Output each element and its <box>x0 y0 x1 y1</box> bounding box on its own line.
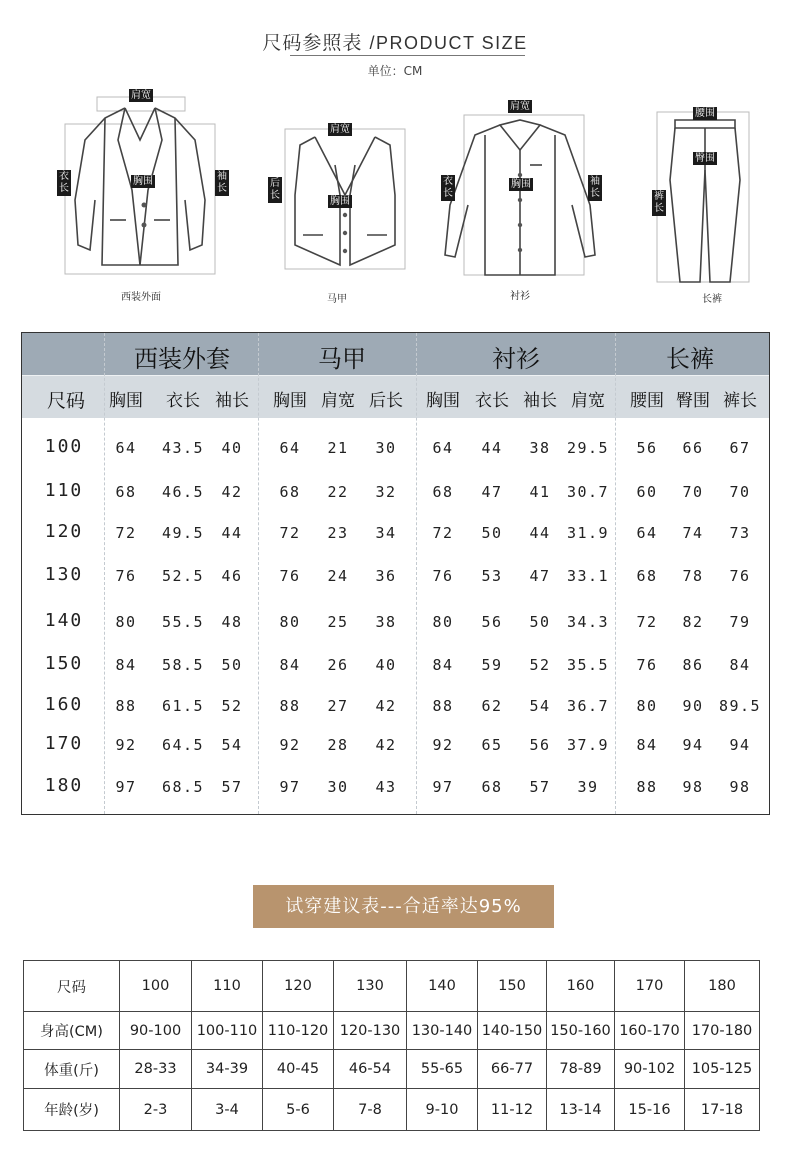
fit-cell: 170 <box>615 961 685 1012</box>
column-header: 衣长 <box>475 391 509 411</box>
measurement-cell: 54 <box>221 736 243 754</box>
fit-cell: 40-45 <box>263 1050 334 1089</box>
measurement-cell: 65 <box>481 736 503 754</box>
measurement-cell: 64.5 <box>161 736 205 754</box>
shirt-diagram <box>430 95 610 305</box>
measurement-cell: 80 <box>279 613 301 631</box>
column-header: 衣长 <box>166 391 200 411</box>
measurement-cell: 64 <box>432 439 454 457</box>
page-title <box>0 28 790 55</box>
measurement-cell: 50 <box>529 613 551 631</box>
jacket-length-tag: 衣长 <box>59 171 69 194</box>
size-cell: 110 <box>44 480 84 501</box>
measurement-cell: 40 <box>221 439 243 457</box>
fit-cell: 9-10 <box>407 1089 478 1131</box>
fit-cell: 120 <box>263 961 334 1012</box>
fit-cell: 90-100 <box>120 1012 192 1050</box>
shirt-shoulder-tag: 肩宽 <box>510 101 530 112</box>
jacket-caption: 西装外面 <box>121 292 161 303</box>
measurement-cell: 52 <box>221 697 243 715</box>
shirt-chest-tag: 胸围 <box>511 179 531 190</box>
measurement-cell: 88 <box>115 697 137 715</box>
measurement-cell: 54 <box>529 697 551 715</box>
fit-cell: 150 <box>478 961 547 1012</box>
measurement-cell: 39 <box>577 778 599 796</box>
pants-caption: 长裤 <box>702 294 722 305</box>
measurement-cell: 70 <box>682 483 704 501</box>
column-header: 胸围 <box>109 391 143 411</box>
measurement-cell: 26 <box>327 656 349 674</box>
measurement-cell: 30.7 <box>566 483 610 501</box>
measurement-cell: 57 <box>221 778 243 796</box>
fit-cell: 170-180 <box>685 1012 760 1050</box>
group-header: 马甲 <box>318 345 366 373</box>
measurement-cell: 52 <box>529 656 551 674</box>
fit-cell: 28-33 <box>120 1050 192 1089</box>
fit-cell: 140-150 <box>478 1012 547 1050</box>
measurement-cell: 32 <box>375 483 397 501</box>
measurement-cell: 30 <box>375 439 397 457</box>
fit-cell: 46-54 <box>334 1050 407 1089</box>
fit-cell: 5-6 <box>263 1089 334 1131</box>
fit-cell: 34-39 <box>192 1050 263 1089</box>
fit-cell: 55-65 <box>407 1050 478 1089</box>
shirt-caption: 衬衫 <box>510 291 530 302</box>
measurement-cell: 46 <box>221 567 243 585</box>
pants-length-tag: 裤长 <box>654 191 664 214</box>
measurement-cell: 48 <box>221 613 243 631</box>
shirt-length-tag: 衣长 <box>443 176 453 199</box>
column-header: 胸围 <box>273 391 307 411</box>
size-column-header: 尺码 <box>47 390 86 412</box>
measurement-cell: 47 <box>481 483 503 501</box>
measurement-cell: 53 <box>481 567 503 585</box>
size-cell: 160 <box>44 694 84 715</box>
size-cell: 170 <box>44 733 84 754</box>
measurement-cell: 66 <box>682 439 704 457</box>
measurement-cell: 76 <box>279 567 301 585</box>
measurement-cell: 56 <box>481 613 503 631</box>
measurement-cell: 92 <box>279 736 301 754</box>
measurement-cell: 68.5 <box>161 778 205 796</box>
measurement-cell: 29.5 <box>566 439 610 457</box>
fit-cell: 120-130 <box>334 1012 407 1050</box>
size-cell: 150 <box>44 653 84 674</box>
measurement-cell: 52.5 <box>161 567 205 585</box>
fit-cell: 90-102 <box>615 1050 685 1089</box>
measurement-cell: 37.9 <box>566 736 610 754</box>
measurement-cell: 49.5 <box>161 524 205 542</box>
size-cell: 180 <box>44 775 84 796</box>
measurement-cell: 86 <box>682 656 704 674</box>
measurement-cell: 43 <box>375 778 397 796</box>
measurement-cell: 42 <box>221 483 243 501</box>
measurement-cell: 33.1 <box>566 567 610 585</box>
measurement-cell: 56 <box>636 439 658 457</box>
measurement-cell: 68 <box>279 483 301 501</box>
shirt-sleeve-tag: 袖长 <box>590 176 600 199</box>
fit-cell: 100-110 <box>192 1012 263 1050</box>
vest-chest-tag: 胸围 <box>330 196 350 207</box>
measurement-cell: 68 <box>432 483 454 501</box>
measurement-cell: 84 <box>279 656 301 674</box>
measurement-cell: 84 <box>115 656 137 674</box>
unit-label: 单位：CM <box>367 64 423 78</box>
measurement-cell: 56 <box>529 736 551 754</box>
measurement-cell: 34 <box>375 524 397 542</box>
measurement-cell: 64 <box>115 439 137 457</box>
fit-row-label: 尺码 <box>24 961 120 1012</box>
measurement-cell: 21 <box>327 439 349 457</box>
fit-cell: 180 <box>685 961 760 1012</box>
measurement-cell: 72 <box>115 524 137 542</box>
measurement-cell: 28 <box>327 736 349 754</box>
title-underline <box>290 55 525 56</box>
fit-cell: 110 <box>192 961 263 1012</box>
fit-cell: 11-12 <box>478 1089 547 1131</box>
fit-cell: 150-160 <box>547 1012 615 1050</box>
measurement-cell: 92 <box>115 736 137 754</box>
measurement-cell: 68 <box>115 483 137 501</box>
measurement-cell: 74 <box>682 524 704 542</box>
measurement-cell: 84 <box>729 656 751 674</box>
measurement-cell: 78 <box>682 567 704 585</box>
measurement-cell: 72 <box>432 524 454 542</box>
measurement-cell: 60 <box>636 483 658 501</box>
measurement-cell: 68 <box>481 778 503 796</box>
measurement-cell: 34.3 <box>566 613 610 631</box>
vest-caption: 马甲 <box>327 294 347 305</box>
measurement-cell: 80 <box>432 613 454 631</box>
fit-cell: 160 <box>547 961 615 1012</box>
measurement-cell: 40 <box>375 656 397 674</box>
measurement-cell: 50 <box>221 656 243 674</box>
measurement-cell: 25 <box>327 613 349 631</box>
size-table <box>21 332 770 815</box>
measurement-cell: 35.5 <box>566 656 610 674</box>
column-header: 腰围 <box>630 391 664 411</box>
measurement-cell: 31.9 <box>566 524 610 542</box>
fit-table-row <box>24 961 760 1012</box>
jacket-shoulder-tag: 肩宽 <box>131 90 151 101</box>
jacket-chest-tag: 胸围 <box>133 176 153 187</box>
measurement-cell: 46.5 <box>161 483 205 501</box>
measurement-cell: 70 <box>729 483 751 501</box>
pants-waist-tag: 腰围 <box>695 108 715 119</box>
measurement-cell: 36.7 <box>566 697 610 715</box>
pants-diagram <box>645 100 755 310</box>
fit-table-row <box>24 1012 760 1050</box>
fit-cell: 78-89 <box>547 1050 615 1089</box>
measurement-cell: 84 <box>432 656 454 674</box>
fit-banner: 试穿建议表---合适率达95% <box>253 885 554 928</box>
fit-cell: 66-77 <box>478 1050 547 1089</box>
fit-cell: 3-4 <box>192 1089 263 1131</box>
column-header: 肩宽 <box>321 391 355 411</box>
measurement-cell: 90 <box>682 697 704 715</box>
measurement-cell: 42 <box>375 736 397 754</box>
measurement-cell: 38 <box>375 613 397 631</box>
pants-hip-tag: 臀围 <box>695 153 715 164</box>
size-cell: 140 <box>44 610 84 631</box>
fit-cell: 17-18 <box>685 1089 760 1131</box>
fit-row-label: 年龄(岁) <box>24 1089 120 1131</box>
measurement-cell: 79 <box>729 613 751 631</box>
measurement-cell: 89.5 <box>718 697 762 715</box>
fit-cell: 13-14 <box>547 1089 615 1131</box>
measurement-cell: 30 <box>327 778 349 796</box>
vest-shoulder-tag: 肩宽 <box>330 124 350 135</box>
measurement-cell: 57 <box>529 778 551 796</box>
column-header: 胸围 <box>426 391 460 411</box>
size-cell: 120 <box>44 521 84 542</box>
fit-cell: 130 <box>334 961 407 1012</box>
column-header: 肩宽 <box>571 391 605 411</box>
measurement-cell: 97 <box>279 778 301 796</box>
title-cn: 尺码参照表 <box>262 32 363 54</box>
measurement-cell: 61.5 <box>161 697 205 715</box>
measurement-cell: 41 <box>529 483 551 501</box>
title-en: /PRODUCT SIZE <box>369 33 528 53</box>
measurement-cell: 80 <box>115 613 137 631</box>
measurement-cell: 72 <box>636 613 658 631</box>
size-cell: 130 <box>44 564 84 585</box>
fit-cell: 160-170 <box>615 1012 685 1050</box>
fit-cell: 140 <box>407 961 478 1012</box>
measurement-cell: 27 <box>327 697 349 715</box>
measurement-cell: 72 <box>279 524 301 542</box>
measurement-cell: 38 <box>529 439 551 457</box>
measurement-cell: 80 <box>636 697 658 715</box>
vest-diagram <box>265 115 405 305</box>
measurement-cell: 76 <box>432 567 454 585</box>
measurement-cell: 82 <box>682 613 704 631</box>
measurement-cell: 88 <box>636 778 658 796</box>
size-cell: 100 <box>44 436 84 457</box>
fit-row-label: 身高(CM) <box>24 1012 120 1050</box>
column-header: 臀围 <box>676 391 710 411</box>
column-header: 袖长 <box>215 391 249 411</box>
measurement-cell: 98 <box>682 778 704 796</box>
fit-cell: 130-140 <box>407 1012 478 1050</box>
column-header: 后长 <box>369 391 403 411</box>
fit-table-row <box>24 1089 760 1131</box>
measurement-cell: 88 <box>432 697 454 715</box>
measurement-cell: 76 <box>636 656 658 674</box>
measurement-cell: 76 <box>115 567 137 585</box>
measurement-cell: 55.5 <box>161 613 205 631</box>
measurement-cell: 97 <box>115 778 137 796</box>
measurement-cell: 98 <box>729 778 751 796</box>
measurement-cell: 58.5 <box>161 656 205 674</box>
vest-back-length-tag: 后长 <box>270 178 280 201</box>
fit-cell: 110-120 <box>263 1012 334 1050</box>
measurement-cell: 68 <box>636 567 658 585</box>
measurement-cell: 47 <box>529 567 551 585</box>
fit-cell: 2-3 <box>120 1089 192 1131</box>
fit-row-label: 体重(斤) <box>24 1050 120 1089</box>
measurement-cell: 88 <box>279 697 301 715</box>
measurement-cell: 43.5 <box>161 439 205 457</box>
fit-cell: 100 <box>120 961 192 1012</box>
measurement-cell: 92 <box>432 736 454 754</box>
measurement-cell: 44 <box>221 524 243 542</box>
measurement-cell: 44 <box>481 439 503 457</box>
fit-cell: 15-16 <box>615 1089 685 1131</box>
measurement-cell: 22 <box>327 483 349 501</box>
fit-cell: 105-125 <box>685 1050 760 1089</box>
measurement-cell: 97 <box>432 778 454 796</box>
measurement-cell: 76 <box>729 567 751 585</box>
measurement-cell: 94 <box>729 736 751 754</box>
group-header: 衬衫 <box>492 345 540 373</box>
measurement-cell: 59 <box>481 656 503 674</box>
measurement-cell: 23 <box>327 524 349 542</box>
group-header: 西装外套 <box>134 345 230 373</box>
fit-table-row <box>24 1050 760 1089</box>
measurement-cell: 44 <box>529 524 551 542</box>
measurement-cell: 24 <box>327 567 349 585</box>
measurement-cell: 84 <box>636 736 658 754</box>
jacket-sleeve-tag: 袖长 <box>217 171 227 194</box>
group-header: 长裤 <box>666 345 714 373</box>
measurement-cell: 73 <box>729 524 751 542</box>
column-header: 袖长 <box>523 391 557 411</box>
column-header: 裤长 <box>723 391 757 411</box>
fit-table <box>23 960 760 1131</box>
measurement-cell: 50 <box>481 524 503 542</box>
measurement-cell: 94 <box>682 736 704 754</box>
fit-cell: 7-8 <box>334 1089 407 1131</box>
measurement-cell: 67 <box>729 439 751 457</box>
measurement-cell: 62 <box>481 697 503 715</box>
jacket-diagram <box>40 80 240 303</box>
measurement-cell: 42 <box>375 697 397 715</box>
measurement-cell: 64 <box>279 439 301 457</box>
measurement-cell: 64 <box>636 524 658 542</box>
measurement-cell: 36 <box>375 567 397 585</box>
